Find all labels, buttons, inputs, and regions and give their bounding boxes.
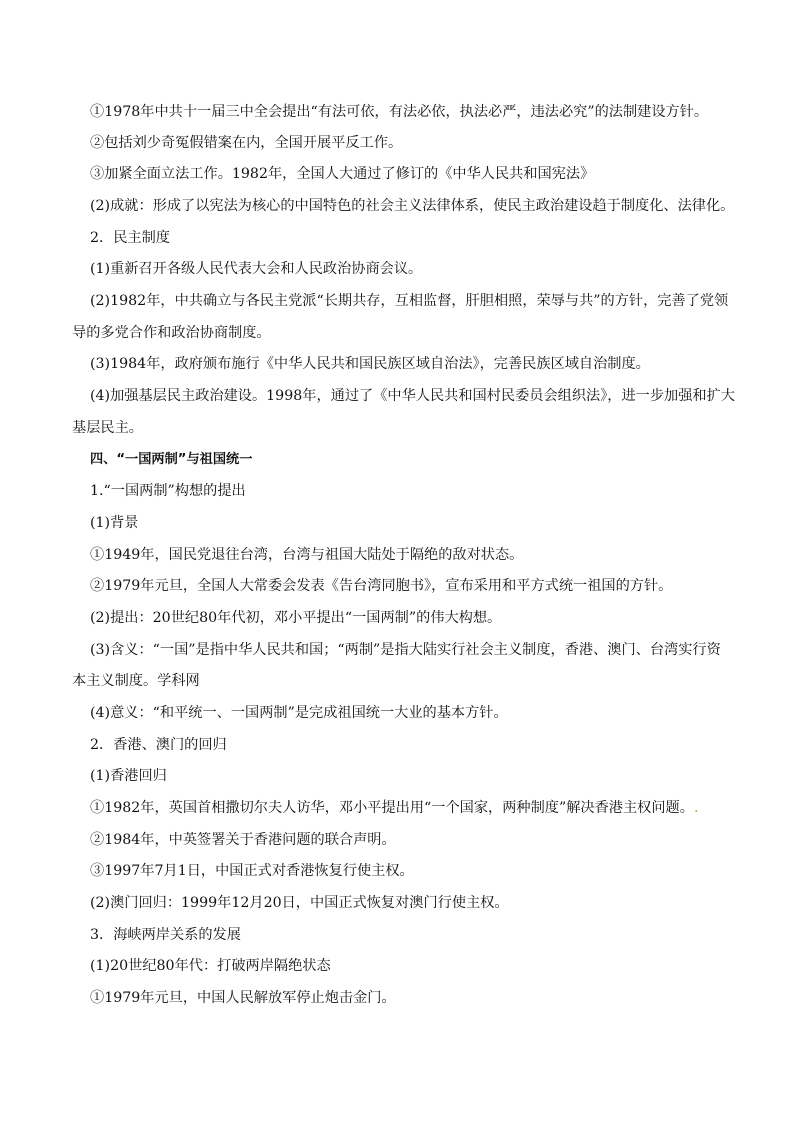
section-heading: 3．海峡两岸关系的发展 xyxy=(90,927,241,943)
text-line: (2)提出：20世纪80年代初，邓小平提出“一国两制”的伟大构想。 xyxy=(90,610,502,626)
text-line: ③1997年7月1日，中国正式对香港恢复行使主权。 xyxy=(90,863,414,879)
text-line-content: ①1982年，英国首相撒切尔夫人访华，邓小平提出用“一个国家，两种制度”解决香港主权问题。 xyxy=(90,800,694,816)
text-line: 基层民主。 xyxy=(72,420,143,436)
text-line: ②1979年元旦，全国人大常委会发表《告台湾同胞书》，宣布采用和平方式统一祖国的方针。 xyxy=(90,578,673,594)
text-line: (2)成就：形成了以宪法为核心的中国特色的社会主义法律体系，使民主政治建设趋于制度化、法律化。 xyxy=(90,198,735,214)
subsection-heading: (1)20世纪80年代：打破两岸隔绝状态 xyxy=(90,958,331,974)
text-line: (3)含义：“一国”是指中华人民共和国；“两制”是指大陆实行社会主义制度，香港、澳门、台湾实行资 xyxy=(90,642,721,658)
subsection-heading: (1)背景 xyxy=(90,515,139,531)
text-line: ②包括刘少奇冤假错案在内，全国开展平反工作。 xyxy=(90,135,403,151)
text-line: ①1949年，国民党退往台湾，台湾与祖国大陆处于隔绝的敌对状态。 xyxy=(90,547,524,563)
text-line: (3)1984年，政府颁布施行《中华人民共和国民族区域自治法》，完善民族区域自治制度。 xyxy=(90,356,650,372)
text-line: (4)加强基层民主政治建设。1998年，通过了《中华人民共和国村民委员会组织法》，进一步加强和扩大 xyxy=(90,388,735,404)
section-heading: 2．民主制度 xyxy=(90,230,170,246)
text-line: (2)1982年，中共确立与各民主党派“长期共存，互相监督，肝胆相照，荣辱与共”的方针，完善了党领 xyxy=(90,293,729,309)
text-line: ③加紧全面立法工作。1982年，全国人大通过了修订的《中华人民共和国宪法》 xyxy=(90,166,595,182)
text-line xyxy=(90,798,698,818)
section-heading: 1.“一国两制”构想的提出 xyxy=(90,483,246,499)
text-line: ①1978年中共十一届三中全会提出“有法可依，有法必依，执法必严，违法必究”的法制建设方针。 xyxy=(90,104,709,120)
trailing-mark: . xyxy=(693,800,699,816)
text-line: (2)澳门回归：1999年12月20日，中国正式恢复对澳门行使主权。 xyxy=(90,895,509,911)
text-line: 导的多党合作和政治协商制度。 xyxy=(72,325,271,341)
text-line: 本主义制度。学科网 xyxy=(72,673,200,689)
text-line: (4)意义：“和平统一、一国两制”是完成祖国统一大业的基本方针。 xyxy=(90,705,508,721)
text-line: ②1984年，中英签署关于香港问题的联合声明。 xyxy=(90,832,396,848)
chapter-heading: 四、“一国两制”与祖国统一 xyxy=(90,452,253,467)
text-line: ①1979年元旦，中国人民解放军停止炮击金门。 xyxy=(90,990,396,1006)
subsection-heading: (1)香港回归 xyxy=(90,768,167,784)
section-heading: 2．香港、澳门的回归 xyxy=(90,737,227,753)
text-line: (1)重新召开各级人民代表大会和人民政治协商会议。 xyxy=(90,261,423,277)
